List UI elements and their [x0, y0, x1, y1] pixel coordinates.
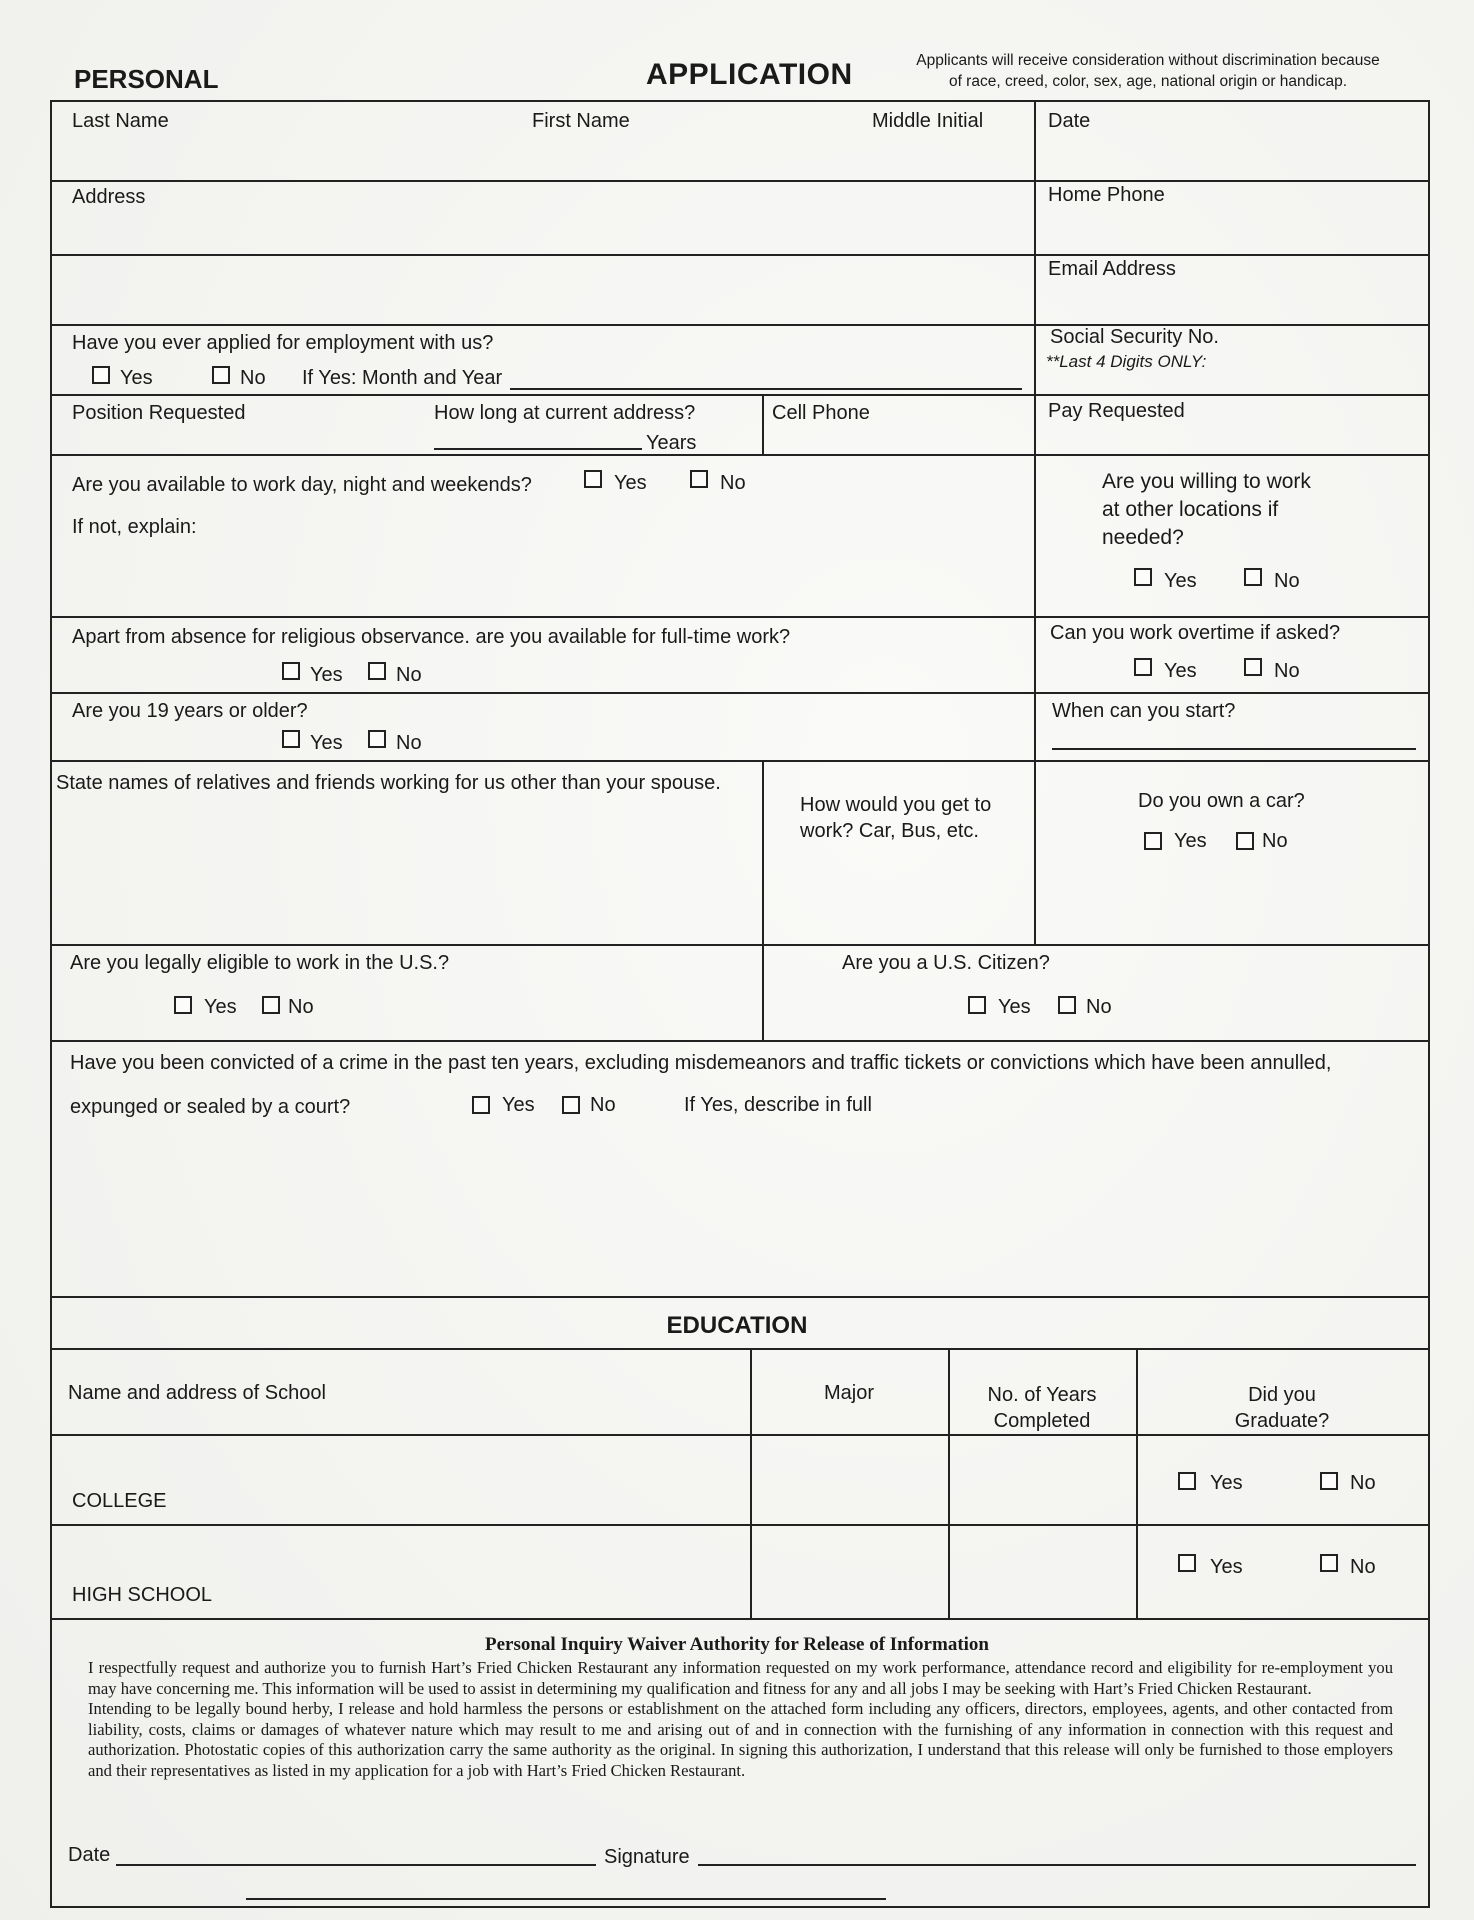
option-college-grad-no: No — [1350, 1472, 1376, 1494]
checkbox-college-grad-no[interactable] — [1320, 1472, 1338, 1490]
label-age-19: Are you 19 years or older? — [72, 700, 308, 722]
option-locations-yes: Yes — [1164, 570, 1197, 592]
col-school: Name and address of School — [68, 1382, 326, 1404]
checkbox-citizen-no[interactable] — [1058, 996, 1076, 1014]
col-divider-citizen — [762, 944, 764, 1040]
header-application: APPLICATION — [646, 58, 853, 91]
option-convicted-no: No — [590, 1094, 616, 1116]
row-divider — [50, 1524, 1430, 1526]
row-divider — [50, 454, 1430, 456]
option-locations-no: No — [1274, 570, 1300, 592]
row-divider — [50, 944, 1430, 946]
option-citizen-yes: Yes — [998, 996, 1031, 1018]
label-last-name: Last Name — [72, 110, 169, 132]
label-date: Date — [1048, 110, 1091, 132]
row-college: COLLEGE — [72, 1490, 167, 1512]
extra-line — [246, 1898, 886, 1900]
option-car-yes: Yes — [1174, 830, 1207, 852]
col-major: Major — [824, 1382, 875, 1404]
col-divider-relatives — [762, 760, 764, 944]
checkbox-locations-yes[interactable] — [1134, 568, 1152, 586]
start-date-line[interactable] — [1052, 748, 1416, 750]
option-hs-grad-no: No — [1350, 1556, 1376, 1578]
option-car-no: No — [1262, 830, 1288, 852]
checkbox-available-no[interactable] — [690, 470, 708, 488]
label-start: When can you start? — [1052, 700, 1236, 722]
col-divider-cell — [762, 394, 764, 454]
col-graduate-line-2: Graduate? — [1234, 1410, 1330, 1432]
label-ssn-note: **Last 4 Digits ONLY: — [1046, 352, 1207, 371]
row-divider — [50, 1348, 1430, 1350]
label-relatives: State names of relatives and friends working for us other than your spouse. — [56, 772, 721, 794]
label-if-yes-month-year: If Yes: Month and Year — [302, 367, 503, 389]
notice-line-1: Applicants will receive consideration without discrimination because — [916, 52, 1380, 69]
applied-date-line[interactable] — [510, 388, 1022, 390]
checkbox-fulltime-no[interactable] — [368, 662, 386, 680]
checkbox-eligible-no[interactable] — [262, 996, 280, 1014]
checkbox-age-no[interactable] — [368, 730, 386, 748]
checkbox-locations-no[interactable] — [1244, 568, 1262, 586]
option-fulltime-yes: Yes — [310, 664, 343, 686]
label-convicted-1: Have you been convicted of a crime in the past ten years, excluding misdemeanors and traffic tickets or convictions which have been annulled, — [70, 1052, 1332, 1074]
checkbox-hs-grad-no[interactable] — [1320, 1554, 1338, 1572]
row-divider — [50, 1618, 1430, 1620]
form-border-top — [50, 100, 1430, 102]
label-describe: If Yes, describe in full — [684, 1094, 872, 1116]
col-divider-right — [1034, 100, 1036, 616]
option-college-grad-yes: Yes — [1210, 1472, 1243, 1494]
col-graduate — [1136, 1382, 1428, 1434]
get-to-work-question — [800, 792, 991, 844]
label-first-name: First Name — [532, 110, 630, 132]
row-divider — [50, 180, 1430, 182]
label-signature: Signature — [604, 1846, 690, 1868]
waiver-body — [88, 1658, 1393, 1782]
row-divider — [50, 1040, 1430, 1042]
other-locations-line-1: Are you willing to work — [1102, 470, 1311, 493]
checkbox-overtime-yes[interactable] — [1134, 658, 1152, 676]
notice-line-2: of race, creed, color, sex, age, national origin or handicap. — [948, 73, 1348, 90]
label-position: Position Requested — [72, 402, 246, 424]
years-at-address-line[interactable] — [434, 448, 642, 450]
waiver-paragraph-2: Intending to be legally bound herby, I release and hold harmless the persons or establishment on the attached form including any officers, directors, employees, agents, and other contacted from liability, costs, claims or damages of whatever nature which may result to me and arising out of and in connection with the furnishing of any information in connection with this request and authorization. Photostatic copies of this authorization carry the same authority as the original. In signing this authorization, I understand that this release will only be furnished to those employers and their representatives as listed in my application for a job with Hart’s Fried Chicken Restaurant. — [88, 1699, 1393, 1780]
option-applied-no: No — [240, 367, 266, 389]
row-divider — [50, 1434, 1430, 1436]
label-ssn: Social Security No. — [1050, 326, 1219, 348]
option-citizen-no: No — [1086, 996, 1112, 1018]
get-to-work-line-2: work? Car, Bus, etc. — [800, 820, 979, 842]
label-pay-requested: Pay Requested — [1048, 400, 1185, 422]
option-available-no: No — [720, 472, 746, 494]
checkbox-fulltime-yes[interactable] — [282, 662, 300, 680]
waiver-paragraph-1: I respectfully request and authorize you to furnish Hart’s Fried Chicken Restaurant any information requested on my work performance, attendance record and eligibility for re-employment you may have concerning me. This information will be used to assist in determining my qualification and fitness for any and all jobs I may be seeking with Hart’s Fried Chicken Restaurant. — [88, 1658, 1393, 1698]
waiver-title: Personal Inquiry Waiver Authority for Release of Information — [484, 1634, 989, 1655]
label-own-car: Do you own a car? — [1138, 790, 1305, 812]
label-cell-phone: Cell Phone — [772, 402, 870, 424]
other-locations-line-2: at other locations if — [1102, 498, 1279, 521]
checkbox-hs-grad-yes[interactable] — [1178, 1554, 1196, 1572]
checkbox-applied-no[interactable] — [212, 366, 230, 384]
non-discrimination-notice — [878, 50, 1418, 92]
label-full-time: Apart from absence for religious observance. are you available for full-time work? — [72, 626, 791, 648]
checkbox-eligible-yes[interactable] — [174, 996, 192, 1014]
col-years-line-1: No. of Years — [987, 1384, 1097, 1406]
other-locations-line-3: needed? — [1102, 526, 1184, 549]
col-divider-car — [1034, 760, 1036, 944]
signature-date-line[interactable] — [116, 1864, 596, 1866]
label-how-long-address: How long at current address? — [434, 402, 696, 424]
label-years: Years — [646, 432, 697, 454]
label-middle-initial: Middle Initial — [872, 110, 984, 132]
education-title: EDUCATION — [666, 1312, 808, 1339]
checkbox-convicted-no[interactable] — [562, 1096, 580, 1114]
option-applied-yes: Yes — [120, 367, 153, 389]
checkbox-citizen-yes[interactable] — [968, 996, 986, 1014]
checkbox-available-yes[interactable] — [584, 470, 602, 488]
row-high-school: HIGH SCHOOL — [72, 1584, 213, 1606]
row-divider — [50, 254, 1430, 256]
row-divider — [50, 324, 1430, 326]
other-locations-question — [1102, 468, 1311, 552]
row-divider — [50, 760, 1430, 762]
option-eligible-yes: Yes — [204, 996, 237, 1018]
col-divider-major — [750, 1348, 752, 1618]
label-citizen: Are you a U.S. Citizen? — [842, 952, 1050, 974]
option-fulltime-no: No — [396, 664, 422, 686]
option-available-yes: Yes — [614, 472, 647, 494]
checkbox-convicted-yes[interactable] — [472, 1096, 490, 1114]
row-divider — [50, 616, 1430, 618]
label-applied-before: Have you ever applied for employment with us? — [72, 332, 494, 354]
label-convicted-2: expunged or sealed by a court? — [70, 1096, 351, 1118]
option-eligible-no: No — [288, 996, 314, 1018]
checkbox-age-yes[interactable] — [282, 730, 300, 748]
col-graduate-line-1: Did you — [1248, 1384, 1316, 1406]
label-legally-eligible: Are you legally eligible to work in the U.S.? — [70, 952, 450, 974]
row-divider — [50, 692, 1430, 694]
checkbox-overtime-no[interactable] — [1244, 658, 1262, 676]
checkbox-car-no[interactable] — [1236, 832, 1254, 850]
option-age-no: No — [396, 732, 422, 754]
get-to-work-line-1: How would you get to — [800, 794, 992, 816]
label-if-not-explain: If not, explain: — [72, 516, 197, 538]
form-border-bottom — [50, 1906, 1430, 1908]
option-convicted-yes: Yes — [502, 1094, 535, 1116]
option-age-yes: Yes — [310, 732, 343, 754]
row-divider — [50, 1296, 1430, 1298]
label-signature-date: Date — [68, 1844, 111, 1866]
checkbox-college-grad-yes[interactable] — [1178, 1472, 1196, 1490]
signature-line[interactable] — [698, 1864, 1416, 1866]
option-hs-grad-yes: Yes — [1210, 1556, 1243, 1578]
checkbox-applied-yes[interactable] — [92, 366, 110, 384]
label-home-phone: Home Phone — [1048, 184, 1165, 206]
label-available-day-night: Are you available to work day, night and weekends? — [72, 474, 532, 496]
col-years — [948, 1382, 1136, 1434]
label-overtime: Can you work overtime if asked? — [1050, 622, 1341, 644]
option-overtime-yes: Yes — [1164, 660, 1197, 682]
header-personal: PERSONAL — [74, 64, 219, 94]
option-overtime-no: No — [1274, 660, 1300, 682]
label-address: Address — [72, 186, 146, 208]
row-divider — [50, 394, 1430, 396]
label-email: Email Address — [1048, 258, 1176, 280]
checkbox-car-yes[interactable] — [1144, 832, 1162, 850]
col-divider-right — [1034, 616, 1036, 760]
col-years-line-2: Completed — [993, 1410, 1091, 1432]
